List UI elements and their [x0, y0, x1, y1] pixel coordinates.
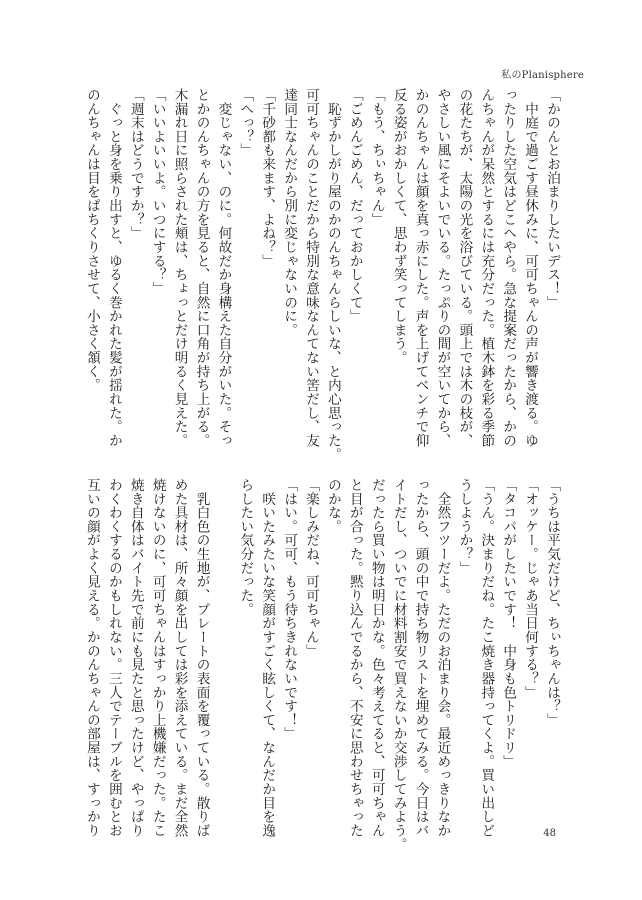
text-line: 焼き自体はバイト先で前にも見たと思ったけど、やっぱり	[127, 478, 144, 838]
text-line: 「ごめんごめん、だっておかしくて」	[346, 88, 363, 323]
text-line: 「週末はどうですか？」	[127, 88, 144, 241]
text-line: 達同士なんだから別に変じゃないのに。	[281, 88, 298, 337]
text-line: の花たちが、太陽の光を浴びている。頭上では木の枝が、	[456, 88, 473, 448]
text-line: 反る姿がおかしくて、思わず笑ってしまう。	[390, 88, 407, 365]
text-line	[212, 478, 234, 828]
text-line: 「かのんとお泊まりしたいデス！」	[544, 88, 560, 310]
text-line: らしたい気分だった。	[237, 478, 254, 617]
text-line: うしようか？」	[456, 478, 473, 575]
text-line: かのんちゃんは顔を真っ赤にした。声を上げてベンチで仰	[412, 88, 429, 448]
text-line: 互いの顔がよく見える。かのんちゃんの部屋は、すっかり	[83, 478, 100, 838]
text-line: のかな。	[324, 478, 341, 534]
text-line: ったから、頭の中で持ち物リストを埋めてみる。今日はバ	[412, 478, 429, 838]
text-line: 「へっ？」	[237, 88, 254, 158]
text-line: 木漏れ日に照らされた頬は、ちょっとだけ明るく見えた。	[171, 88, 188, 448]
text-line: 「オッケー。じゃあ当日何する？」	[522, 478, 539, 700]
running-header: 私のPlanisphere	[501, 70, 584, 81]
text-line: 「タコパがしたいです！ 中身も色トリドリ」	[500, 478, 517, 769]
text-line: 「千砂都も来ます、よね？」	[259, 88, 276, 268]
text-line: とかのんちゃんの方を見ると、自然に口角が持ち上がる。	[193, 88, 210, 448]
text-line: 焼けないのに、可可ちゃんはすっかり上機嫌だった。たこ	[149, 478, 166, 838]
text-line: 「楽しみだね、可可ちゃん」	[303, 478, 320, 658]
text-line: と目が合った。黙り込んでるから、不安に思わせちゃった	[346, 478, 363, 838]
text-line: のんちゃんは目をぱちくりさせて、小さく頷く。	[83, 88, 100, 393]
text-line: ったりした空気はどこへやら。急な提案だったから、かの	[500, 88, 517, 448]
page-number: 48	[543, 828, 556, 839]
text-line: 咲いたみたいな笑顔がすごく眩しくて、なんだか目を逸	[259, 478, 276, 838]
text-block-top	[83, 88, 562, 462]
text-line: 「うちは平気だけど、ちぃちゃんは？」	[544, 478, 560, 727]
text-line: んちゃんが呆然とするには充分だった。植木鉢を彩る季節	[478, 88, 495, 448]
text-line: 中庭で過ごす昼休みに、可可ちゃんの声が響き渡る。ゆ	[522, 88, 539, 448]
text-line: 恥ずかしがり屋のかのんちゃんらしいな、と内心思った。	[324, 88, 341, 462]
text-line: ぐっと身を乗り出すと、ゆるく巻かれた髪が揺れた。か	[105, 88, 122, 448]
text-line: 可可ちゃんのことだから特別な意味なんてない筈だし、友	[303, 88, 320, 448]
text-line: 全然フツーだよ。ただのお泊まり会。最近めっきりなか	[434, 478, 451, 838]
text-line: イトだし、ついでに材料割安で買えないか交渉してみよう。	[390, 478, 407, 852]
text-line: 「もう、ちぃちゃん」	[368, 88, 385, 227]
text-line: 変じゃない、のに。何故だか身構えた自分がいた。そっ	[215, 88, 232, 448]
text-line: やさしい風にそよいでいる。たっぷりの間が空いてから、	[434, 88, 451, 448]
text-line: 「うん。決まりだね。たこ焼き器持ってくよ。買い出しど	[478, 478, 495, 838]
text-line: だったら買い物は明日かな。色々考えてると、可可ちゃん	[368, 478, 385, 838]
text-line: めた具材は、所々顔を出しては彩を添えている。まだ全然	[171, 478, 188, 838]
text-line: 「はい。可可、もう待ちきれないです！」	[281, 478, 298, 741]
text-line: 乳白色の生地が、プレートの表面を覆っている。散りば	[193, 478, 210, 838]
text-line: 「いいよいいよ。いつにする？」	[149, 88, 166, 296]
text-line: わくわくするのかもしれない。三人でテーブルを囲むとお	[105, 478, 122, 838]
